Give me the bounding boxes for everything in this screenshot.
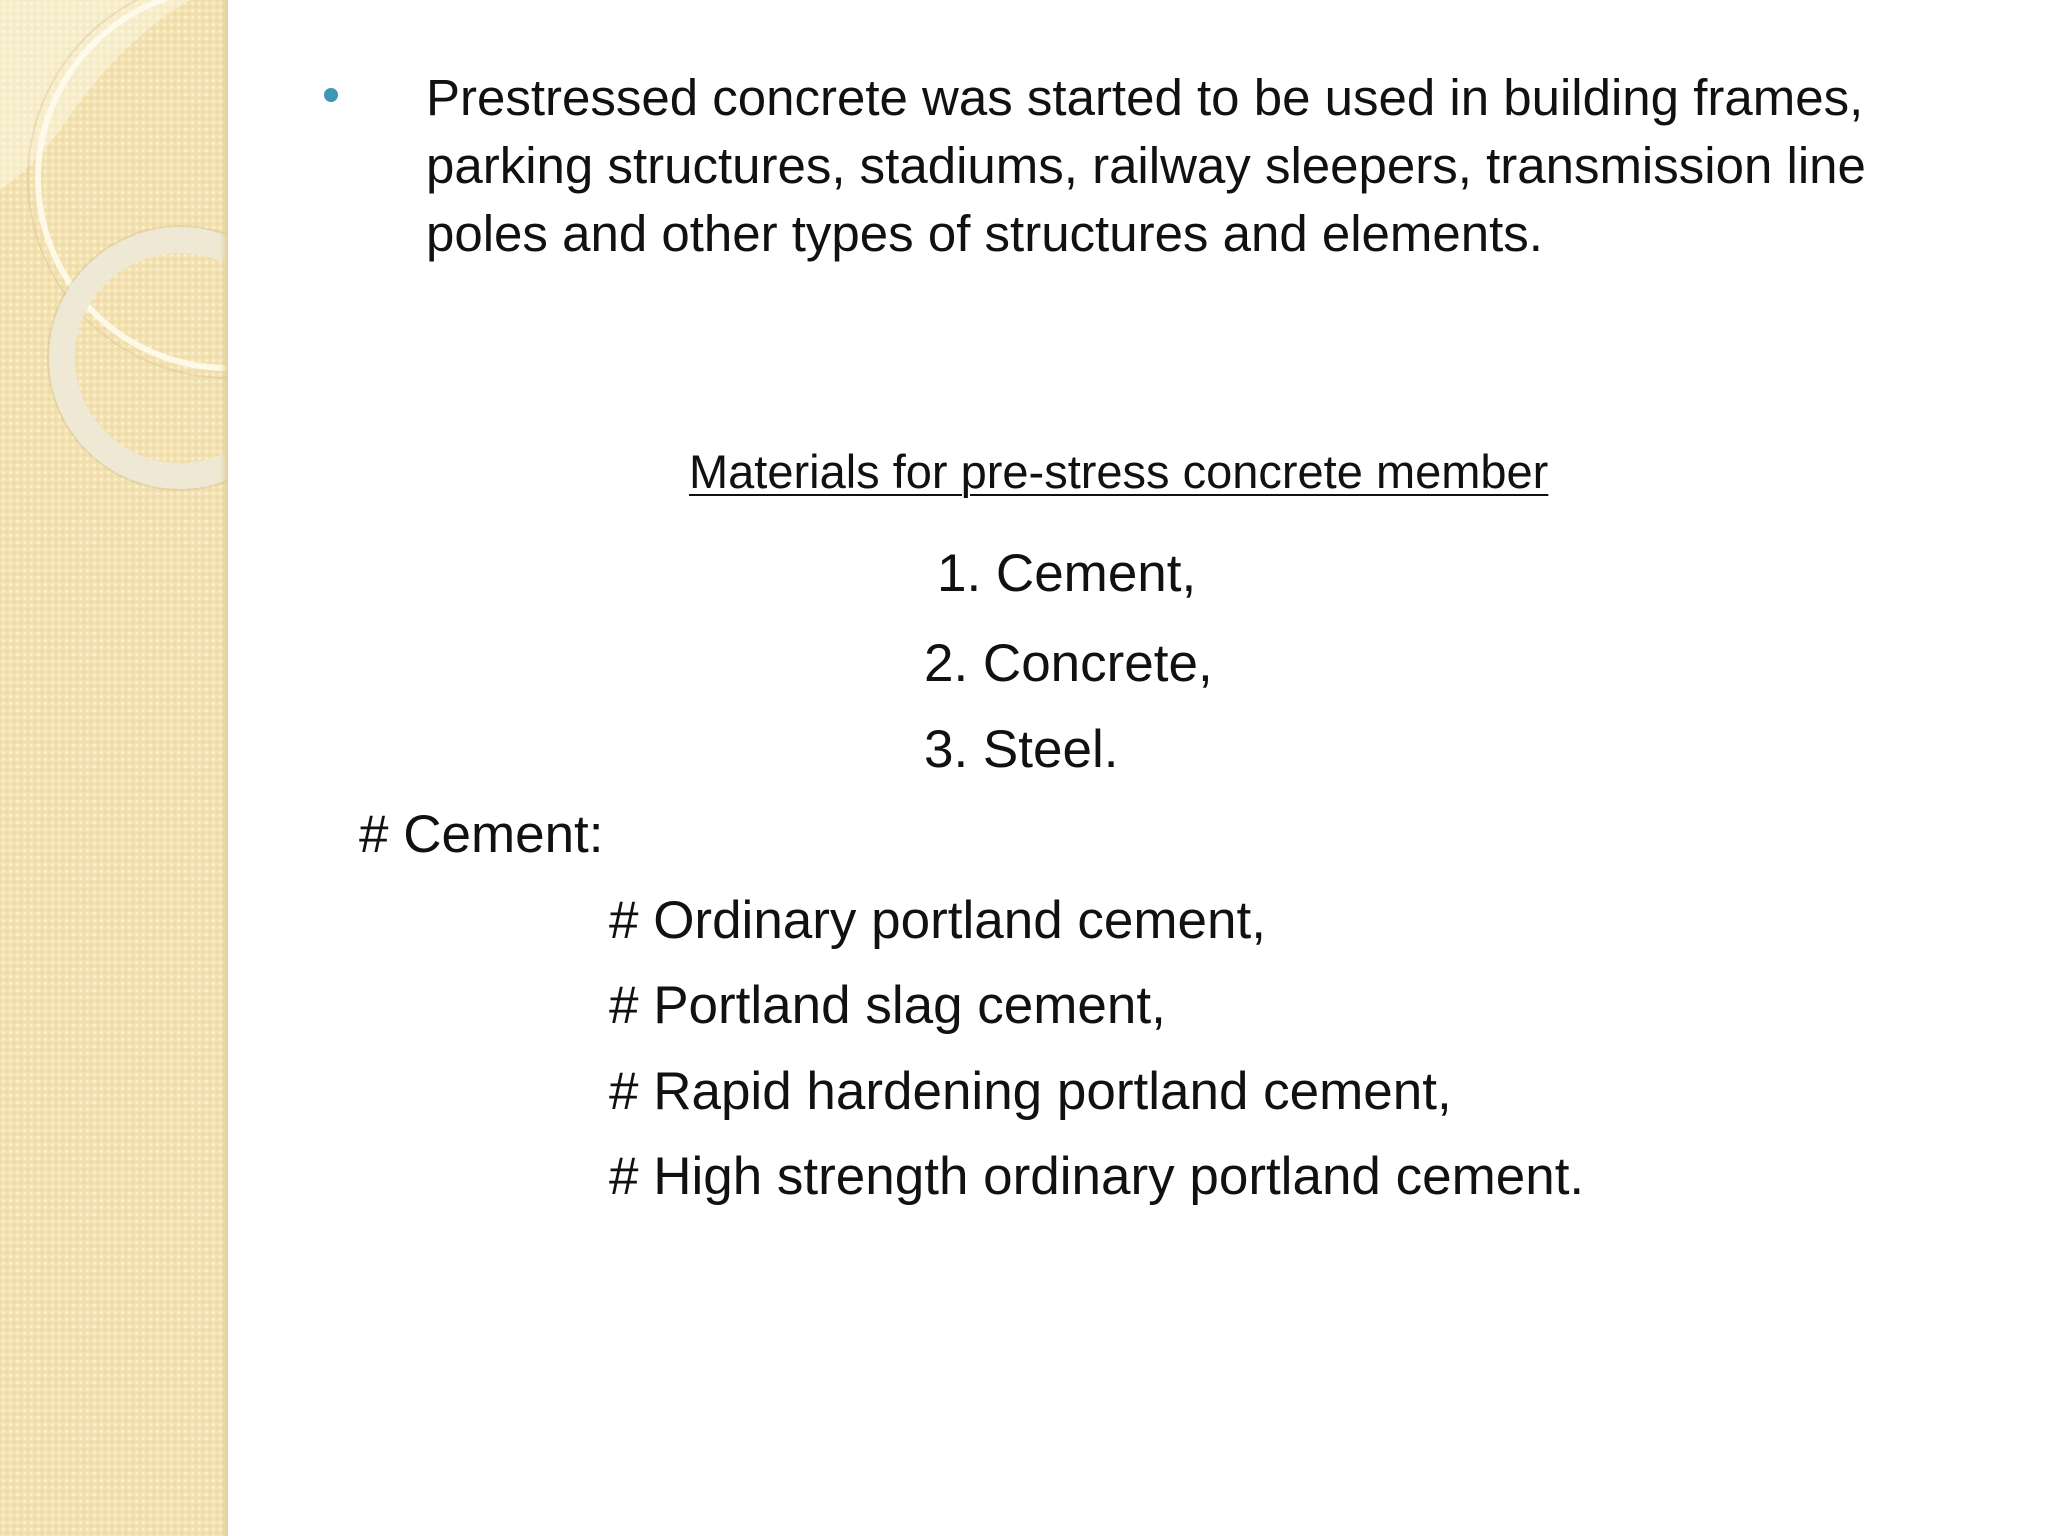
cement-heading: # Cement: (359, 805, 604, 864)
materials-subheading: Materials for pre-stress concrete member (689, 445, 1549, 498)
decorative-rings (0, 0, 228, 520)
cement-type-rapid-hardening: # Rapid hardening portland cement, (609, 1062, 1452, 1121)
cement-type-portland-slag: # Portland slag cement, (609, 976, 1166, 1035)
bullet-icon (324, 88, 338, 102)
decorative-side-band (0, 0, 228, 1536)
bullet-text: Prestressed concrete was started to be used in building frames, parking structures, stadiums, railway sleepers, transmission line poles and other types of structures and elements. (426, 69, 1866, 262)
cement-type-ordinary-portland: # Ordinary portland cement, (609, 891, 1266, 950)
bullet-paragraph (358, 64, 1898, 268)
material-item-steel: 3. Steel. (924, 720, 1119, 779)
material-item-concrete: 2. Concrete, (924, 634, 1213, 693)
material-item-cement: 1. Cement, (937, 544, 1197, 603)
cement-type-high-strength: # High strength ordinary portland cement. (609, 1147, 1585, 1206)
